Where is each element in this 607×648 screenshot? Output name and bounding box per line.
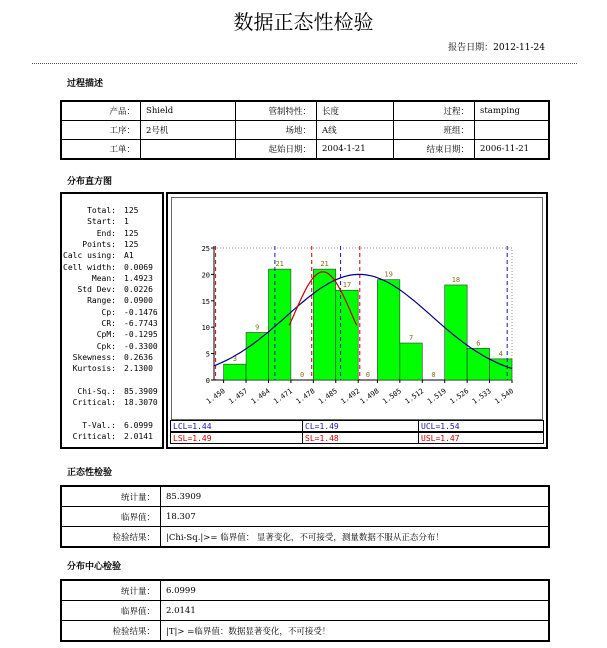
center-crit-value: 2.0141: [161, 601, 550, 621]
x-tick-label: 1.505: [381, 387, 403, 406]
normality-result-label: 检验结果：: [61, 527, 161, 548]
order-value: [141, 140, 236, 160]
normality-crit-value: 18.307: [161, 507, 550, 527]
shift-value: [475, 121, 550, 140]
start-date-value: 2004-1-21: [317, 140, 394, 160]
table-row: [61, 121, 549, 140]
x-tick-label: 1.471: [272, 387, 295, 406]
bar-value-label: 0: [365, 371, 370, 379]
histogram-bar: [377, 280, 399, 380]
process-value: stamping: [475, 101, 550, 121]
stat-label: Chi-Sq.:: [77, 386, 116, 396]
x-tick-label: 1.457: [227, 387, 250, 406]
stat-value: 6.0999: [124, 420, 153, 430]
stat-row: [62, 206, 162, 216]
normality-section-title: 正态性检验: [67, 468, 113, 478]
stat-row: [62, 409, 162, 419]
center-section-title: 分布中心检验: [67, 562, 122, 572]
characteristic-value: 长度: [317, 101, 394, 121]
stat-label: Total:: [87, 206, 116, 215]
stat-row: [62, 251, 162, 261]
stat-row: [62, 274, 162, 284]
stat-row: [62, 240, 162, 250]
stat-value: 1.4923: [124, 273, 153, 283]
stat-label: Cpk:: [96, 341, 116, 351]
site-label: 场地：: [236, 121, 317, 140]
normality-stat-value: 85.3909: [161, 486, 550, 507]
stat-row: [62, 217, 162, 227]
normality-result-value: |Chi-Sq.|>= 临界值： 显著变化，不可接受，测量数据不服从正态分布！: [161, 527, 550, 548]
center-result-label: 检验结果：: [61, 621, 161, 642]
stat-value: -0.1476: [124, 307, 158, 317]
stat-value: 0.0069: [124, 262, 153, 272]
center-stat-value: 6.0999: [161, 580, 550, 601]
product-label: 产品：: [61, 101, 141, 121]
process-label: 过程：: [394, 101, 475, 121]
cl-value: CL=1.49: [302, 420, 419, 432]
y-tick-label: 0: [205, 377, 210, 385]
lsl-value: LSL=1.49: [170, 432, 303, 444]
stat-value: 125: [124, 206, 139, 215]
stat-row: [62, 263, 162, 273]
stat-row: [62, 308, 162, 318]
histogram-chart: [172, 198, 542, 419]
stat-label: Cell width:: [63, 262, 116, 272]
table-row: [61, 601, 549, 621]
x-tick-label: 1.512: [403, 387, 426, 406]
stat-label: CpM:: [96, 330, 116, 340]
histogram-bar: [246, 332, 268, 380]
stat-row: [62, 432, 162, 442]
histogram-bar: [490, 359, 512, 380]
stat-label: Kurtosis:: [72, 364, 116, 374]
y-tick-label: 15: [201, 297, 210, 306]
y-tick-label: 20: [201, 271, 210, 280]
histogram-bar: [400, 343, 422, 380]
table-row: [61, 140, 549, 160]
stat-value: 0.0226: [124, 285, 153, 295]
x-tick-label: 1.464: [249, 387, 272, 406]
bar-value-label: 6: [476, 339, 481, 348]
bar-value-label: 0: [300, 371, 305, 379]
y-tick-label: 5: [205, 350, 210, 359]
sl-value: SL=1.48: [302, 432, 419, 444]
stat-label: Start:: [87, 217, 116, 227]
stat-value: 125: [124, 239, 139, 249]
stat-row: [62, 376, 162, 386]
stat-row: [62, 330, 162, 340]
start-date-label: 起始日期：: [236, 140, 317, 160]
stat-value: -0.3300: [124, 341, 158, 351]
process-section-title: 过程描述: [67, 79, 104, 89]
table-row: [61, 580, 549, 601]
stat-value: 125: [124, 228, 139, 238]
table-row: [61, 101, 549, 121]
normality-crit-label: 临界值：: [61, 507, 161, 527]
stat-row: [62, 364, 162, 374]
dotted-divider: [32, 63, 577, 64]
bar-value-label: 21: [320, 260, 329, 269]
bar-value-label: 21: [275, 260, 284, 269]
stat-value: 0.0900: [124, 296, 153, 306]
bar-value-label: 18: [451, 275, 461, 284]
stat-row: [62, 296, 162, 306]
stat-value: -6.7743: [124, 319, 158, 328]
stat-label: T-Val.:: [82, 420, 116, 430]
bar-value-label: 7: [408, 334, 414, 343]
x-tick-label: 1.478: [294, 387, 317, 406]
x-tick-label: 1.526: [448, 387, 471, 406]
order-label: 工单：: [61, 140, 141, 160]
stat-value: 0.2636: [124, 352, 153, 362]
report-date-label: 报告日期：: [448, 43, 494, 53]
center-stat-label: 统计量：: [61, 580, 161, 601]
end-date-value: 2006-11-21: [475, 140, 550, 160]
stat-row: [62, 319, 162, 329]
histogram-section-title: 分布直方图: [67, 177, 113, 187]
lcl-value: LCL=1.44: [170, 420, 303, 432]
chart-area: [171, 197, 543, 420]
usl-value: USL=1.47: [418, 432, 544, 444]
table-row: [61, 621, 549, 642]
y-tick-label: 25: [201, 245, 210, 253]
stat-value: 2.1300: [124, 364, 153, 374]
stat-label: Mean:: [91, 273, 116, 283]
end-date-label: 结束日期：: [394, 140, 475, 160]
x-tick-label: 1.540: [493, 387, 516, 406]
chart-panel: [166, 192, 548, 449]
x-tick-label: 1.485: [317, 387, 339, 406]
report-date: [448, 40, 545, 53]
shift-label: 班组：: [394, 121, 475, 140]
operation-value: 2号机: [141, 121, 236, 140]
stat-value: 18.3070: [124, 398, 158, 408]
stat-row: [62, 342, 162, 352]
site-value: A线: [317, 121, 394, 140]
stat-label: Skewness:: [72, 352, 116, 362]
x-tick-label: 1.533: [470, 387, 493, 406]
stat-row: [62, 398, 162, 408]
limits-table: [170, 420, 544, 445]
bar-value-label: 17: [342, 281, 352, 290]
x-tick-label: 1.450: [204, 387, 227, 406]
stat-value: A1: [124, 251, 134, 261]
center-table: [60, 579, 550, 642]
report-date-value: 2012-11-24: [493, 43, 545, 53]
x-tick-label: 1.492: [339, 387, 362, 406]
stat-label: Critical:: [72, 432, 116, 441]
y-tick-label: 10: [201, 324, 210, 333]
report-title: 数据正态性检验: [233, 10, 374, 34]
process-table: [60, 100, 550, 160]
histogram-bar: [268, 269, 290, 380]
stat-label: CR:: [101, 319, 116, 328]
stat-label: Points:: [82, 239, 116, 249]
stat-label: Cp:: [101, 307, 116, 317]
bar-value-label: 3: [232, 355, 237, 364]
stat-row: [62, 387, 162, 397]
stat-value: 85.3909: [124, 386, 158, 396]
bar-value-label: 9: [255, 323, 260, 332]
x-tick-label: 1.519: [426, 387, 448, 406]
stat-label: Range:: [87, 296, 116, 306]
bar-value-label: 0: [431, 371, 436, 379]
center-crit-label: 临界值：: [61, 601, 161, 621]
ucl-value: UCL=1.54: [418, 420, 544, 432]
stat-label: End:: [96, 228, 116, 238]
stat-value: 1: [124, 217, 129, 227]
operation-label: 工序：: [61, 121, 141, 140]
histogram-bar: [224, 364, 246, 380]
stat-label: Calc using:: [63, 251, 116, 261]
stat-value: 2.0141: [124, 432, 153, 441]
stat-row: [62, 421, 162, 431]
stats-panel: [60, 192, 164, 449]
bar-value-label: 4: [498, 349, 503, 358]
table-row: [61, 527, 549, 548]
x-tick-label: 1.498: [358, 387, 381, 406]
table-row: [61, 507, 549, 527]
stat-row: [62, 353, 162, 363]
table-row: [61, 486, 549, 507]
center-result-value: |T|> =临界值：数据显著变化，不可接受！: [161, 621, 550, 642]
bar-value-label: 19: [384, 270, 393, 279]
normality-stat-label: 统计量：: [61, 486, 161, 507]
stat-row: [62, 229, 162, 239]
histogram-bar: [445, 285, 467, 380]
stat-label: Critical:: [72, 398, 116, 408]
characteristic-label: 管制特性：: [236, 101, 317, 121]
stat-row: [62, 285, 162, 295]
product-value: Shield: [141, 101, 236, 121]
normality-table: [60, 485, 550, 548]
stat-label: Std Dev:: [77, 285, 116, 295]
stat-value: -0.1295: [124, 330, 158, 340]
